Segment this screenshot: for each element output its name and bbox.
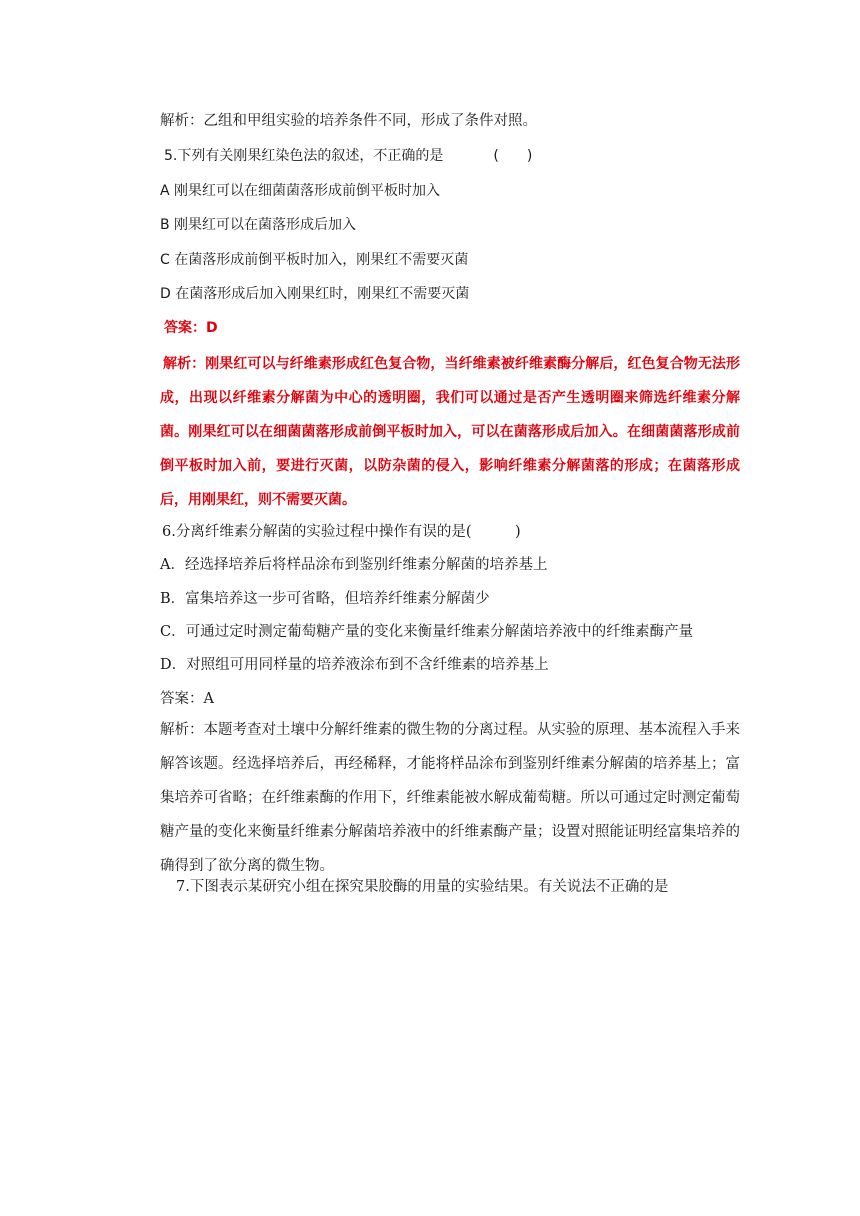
q5-stem-text: 5.下列有关刚果红染色法的叙述，不正确的是 bbox=[164, 148, 444, 164]
q6-option-b: B．富集培养这一步可省略，但培养纤维素分解菌少 bbox=[160, 591, 490, 607]
q6-stem: 6.分离纤维素分解菌的实验过程中操作有误的是( ) bbox=[162, 524, 521, 540]
q6-option-a: A．经选择培养后将样品涂布到鉴别纤维素分解菌的培养基上 bbox=[160, 557, 548, 573]
q5-answer-blank: ( ) bbox=[493, 148, 533, 164]
q5-option-a: A 刚果红可以在细菌菌落形成前倒平板时加入 bbox=[160, 183, 441, 199]
q7-stem: 7.下图表示某研究小组在探究果胶酶的用量的实验结果。有关说法不正确的是 bbox=[176, 879, 669, 895]
q5-option-b: B 刚果红可以在菌落形成后加入 bbox=[160, 217, 357, 233]
q5-analysis bbox=[160, 347, 740, 517]
q4-analysis: 解析：乙组和甲组实验的培养条件不同，形成了条件对照。 bbox=[160, 113, 537, 129]
q6-analysis: 解析：本题考查对土壤中分解纤维素的微生物的分离过程。从实验的原理、基本流程入手来解答该题。经选择培养后，再经稀释，才能将样品涂布到鉴别纤维素分解菌的培养基上；富集培养可省略；在纤维素酶的作用下，纤维素能被水解成葡萄糖。所以可通过定时测定葡萄糖产量的变化来衡量纤维素分解菌培养液中的纤维素酶产量；设置对照能证明经富集培养的确得到了欲分离的微生物。 bbox=[160, 722, 740, 874]
q5-stem bbox=[164, 146, 532, 166]
q5-option-c: C 在菌落形成前倒平板时加入，刚果红不需要灭菌 bbox=[160, 252, 469, 268]
q6-answer: 答案：A bbox=[160, 691, 214, 707]
q6-option-d: D．对照组可用同样量的培养液涂布到不含纤维素的培养基上 bbox=[160, 657, 549, 673]
q6-option-c: C．可通过定时测定葡萄糖产量的变化来衡量纤维素分解菌培养液中的纤维素酶产量 bbox=[160, 624, 694, 640]
q5-option-d: D 在菌落形成后加入刚果红时，刚果红不需要灭菌 bbox=[160, 286, 470, 302]
q5-answer: 答案：D bbox=[164, 320, 218, 336]
q5-analysis-text: 解析：刚果红可以与纤维素形成红色复合物，当纤维素被纤维素酶分解后，红色复合物无法形成，出现以纤维素分解菌为中心的透明圈，我们可以通过是否产生透明圈来筛选纤维素分解菌。刚果红可以在细菌菌落形成前倒平板时加入，可以在菌落形成后加入。在细菌菌落形成前倒平板时加入前，要进行灭菌，以防杂菌的侵入，影响纤维素分解菌落的形成；在菌落形成后，用刚果红，则不需要灭菌。 bbox=[160, 356, 740, 508]
